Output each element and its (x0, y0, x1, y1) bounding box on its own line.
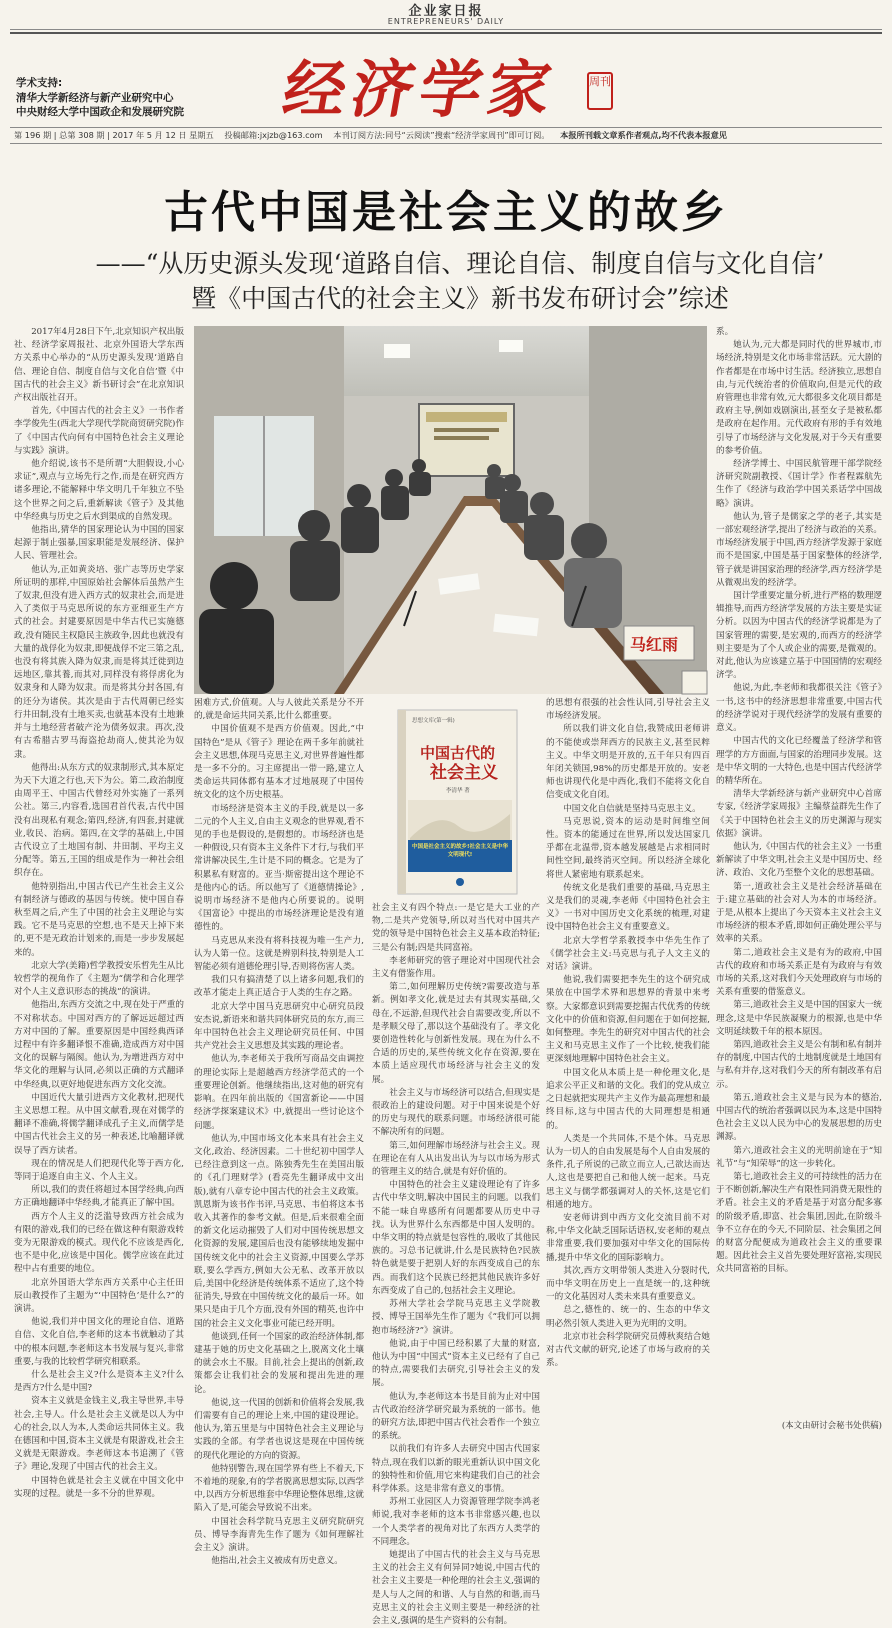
paragraph: 他说,我们需要把李先生的这个研究成果放在中国学术界和思想界的背景中来考察。大家都意识到需要挖掘古代优秀的传统文化中的价值和资源,但问题在于如何挖掘,如何整理。李先生的研究对中国古代的社会主义和马克思主义作了一个比较,使我们能更深刻地理解中国特色社会主义。 (546, 975, 710, 1065)
paragraph: 中国特色就是社会主义就在中国文化中实现的过程。就是一多不分的世界观。 (14, 1475, 184, 1499)
paragraph: 她提出了中国古代的社会主义与马克思主义的社会主义有何异同?她说,中国古代的社会主义主要是一种伦理的社会主义,强调的是人与人之间的和谐、人与自然的和谐,而马克思主义的社会主义则主要是一种经济的社会主义,强调的是生产资料的公有制。 (372, 1549, 540, 1626)
paragraph: 北京市社会科学院研究员傅秋爽结合她对古代文献的研究,论述了市场与政府的关系。 (546, 1331, 710, 1369)
paragraph: 安老师讲到中西方文化交流目前不对称,中华文化缺乏国际话语权,安老师的观点非常重要,我们要加强对中华文化的国际传播,提升中华文化的国际影响力。 (546, 1212, 710, 1263)
paragraph: 社会主义有四个特点:一是它是大工业的产物,二是共产党领导,所以对当代对中国共产党的领导是中国特色社会主义基本政治特征;三是公有制;四是共同富裕。 (372, 903, 540, 953)
nameplate-text: 马红雨 (630, 635, 679, 654)
article-column-3 (372, 902, 540, 1626)
paragraph: 所以我们讲文化自信,我赞成田老师讲的不能使或崇拜西方的民族主义,甚至民粹主义。中华文明是开放的,五千年只有四百年闭关锁国,98%的历史都是开放的。安老师也讲现代化是中西化,我们不能将文化自信变成文化自闭。 (546, 724, 710, 801)
support-org-2: 中央财经大学中国政企和发展研究院 (16, 106, 184, 118)
paragraph: 经济学博士、中国民航管理干部学院经济研究院副教授、《国计学》作者程霖航先生作了《经济与政治学中国关系话学中国战略》演讲。 (716, 459, 882, 509)
paragraph: 第五,道政社会主义是与民为本的德治,中国古代的统治者强调以民为本,这是中国特色社会主义以人民为中心的发展思想的历史渊源。 (716, 1092, 883, 1143)
masthead-title: 经济学家 (277, 53, 563, 126)
paragraph: 中国近代大量引进西方文化教材,把现代主义思想工程。从中国文献看,现在对儒学的翻译不准确,将儒学翻译成孔子主义,而儒学是中国古代社会主义的另一种表述,比喻翻译就误导了西方读者。 (14, 1092, 184, 1156)
paragraph: 社会主义与市场经济可以结合,但现实是很政治上的建设问题。对于中国来说是个好的历史与现代的联系问题。市场经济很可能不解决所有的问题。 (372, 1087, 540, 1138)
paragraph: 他说,这一代国的创新和价值将会发展,我们需要有自己的理论上来,中国的建设理论。他认为,第五里是与中国特色社会主义理论与实践的全部。有学者也说这是现在中国传统的现代化理论的方向的资源。 (194, 1397, 364, 1461)
paragraph: 他认为,管子是儒家之学的老子,其实是一部宏观经济学,提出了经济与政治的关系。市场经济发展于中国,西方经济学发源于家庭而不是国家,中国是基于国家整体的经济学,管子就是讲国家治理的经济学,西方经济学是从微观出发的经济学。 (716, 511, 883, 588)
paragraph: 第二,道政社会主义是有为的政府,中国古代的政府和市场关系正是有为政府与有效市场的关系,这对我们今天处理政府与市场的关系有重要的借鉴意义。 (716, 947, 883, 998)
support-org-1: 清华大学新经济与新产业研究中心 (16, 91, 174, 104)
issue-info: 第 196 期 | 总第 308 期 | 2017 年 5 月 12 日 星期五 (14, 130, 214, 140)
paragraph: 中国文化自信就是坚持马克思主义。 (563, 803, 701, 814)
newspaper-name-en: ENTREPRENEURS' DAILY (387, 17, 505, 26)
paragraph: 李老师研究的管子理论对中国现代社会主义有借鉴作用。 (372, 955, 540, 980)
paragraph: 中国特色的社会主义建设理论有了许多古代中华文明,解决中国民主的问题。以我们不能一味自卑感所有问题都要从历史中寻找。认为世界什么东西都是中国人发明的。中华文明的特点就是包容性的,吸收了其他民族的。习总书记就讲,什么是民族特色?民族特色就是要于把别人好的东西变成自己的东西。而我们这个民族已经把其他民族许多好东西变成了自己的,包括社会主义理论。 (372, 1180, 540, 1296)
paragraph: 他认为,李老师关于我所写商品交由调控的理论实际上是超越西方经济学范式的一个重要理论创新。他继续指出,这对他的研究有影响。在四年前出版的《国富新论——中国经济学探案建议术》中,就提出一些讨论这个问题。 (194, 1054, 364, 1131)
paragraph: 总之,德性的、统一的、生态的中华文明必然引领人类进入更为光明的文明。 (546, 1305, 710, 1329)
paragraph: 以前我们有许多人去研究中国古代国家特点,现在我们以新的眼光重新认识中国文化的独特性和价值,用它来构建我们自己的社会科学体系。这是非常有意义的事情。 (372, 1444, 540, 1494)
header-divider-top-thick (10, 32, 882, 34)
paragraph: 困难方式,价值观。人与人彼此关系是分不开的,就是命运共同关系,比什么都重要。 (194, 698, 364, 722)
seminar-photo (194, 326, 707, 694)
book-title-2: 社会主义 (430, 763, 498, 783)
subtitle-line-2: 暨《中国古代的社会主义》新书发布研讨会”综述 (191, 284, 729, 313)
paragraph: 马克思说,资本的运动是时间维空间性。资本的能通过在世界,所以发达国家几乎都在北温带,资本越发展越是占求相同时间性空间,最终消灭空间。所以经济全球化将世人紧密地有联系起来。 (546, 816, 710, 880)
paragraph: 他特别警告,现在国学界有些上不着天,下不着地的现象,有的学者脱离思想实际,以西学中,以西方分析思维套中华理论整体思维,这就陷入了是,可能会导致说不出来。 (194, 1463, 364, 1514)
article-column-4 (546, 697, 710, 1411)
article-column-1 (14, 326, 184, 1499)
paragraph: 我们只有搞清楚了以上诸多问题,我们的改革才能走上真正适合于人类的生存之路。 (194, 975, 364, 999)
newspaper-name: 企业家日报 (408, 4, 484, 19)
paragraph: 现在的情况是人们把现代化等于西方化,等同于追逐自由主义、个人主义。 (14, 1158, 184, 1182)
book-series: 思想文库(第一辑) (412, 718, 455, 724)
paragraph: 清华大学新经济与新产业研究中心首席专家,《经济学家周报》主编蔡益群先生作了《关于中国特色社会主义的历史渊源与现实依据》演讲。 (716, 789, 883, 839)
paragraph: 西方个人主义的泛滥导致西方社会成为有限的游戏,我们的已经在做这种有限游戏转变为无限游戏的模式。现代化不应该是西化,也不是中化,应该是中国化。儒学应该在此过程中占有重要的地位。 (14, 1211, 184, 1275)
paragraph: 他指出,东西方交流之中,现在处于严重的不对称状态。中国对西方的了解远远超过西方对中国的了解。重要原因是中国经典西译过程中有许多翻译恨不准确,造成西方对中国文化的误解与隔阂。他认为,为增进西方对中华文化的理解与认同,必须以正确的方式翻译中华经典,以更好地促进东西方文化交流。 (14, 1000, 184, 1090)
paragraph: 第一,道政社会主义是社会经济基础在于:建立基础的社会对人为本的市场经济。于是,从根本上提出了今天资本主义社会主义市场经济的根本矛盾,即如何正确处理公平与效率的关系。 (716, 881, 883, 945)
paragraph: 第三,如何理解市场经济与社会主义。现在理论在有人从出发出认为与以市场为形式的管理主义的结合,就是有好价值的。 (372, 1140, 540, 1178)
header-divider-top (10, 29, 882, 30)
paragraph: 中国文化从本质上是一种伦理文化,是追求公平正义和谐的文化。我们的党从成立之日起就把实现共产主义作为最高理想和最终目标,这与中国古代的大同理想是相通的。 (546, 1067, 710, 1131)
headline: 古代中国是社会主义的故乡 (164, 187, 728, 238)
paragraph: 第二,如何理解历史传统?需要改造与革新。例如孝文化,就是过去有其现实基础,父母在,不远游,但现代社会自需要改变,所以不是孝顺父母了,那以这个基础没有了。孝文化要创造性转化与创新性发展。现在为什么不合适的历史的,某些传统文化存在资源,要在本质上适应现代市场经济与社会主义的发展。 (372, 982, 540, 1085)
book-author: 李清华 著 (446, 788, 470, 794)
paragraph: 北京大学中国马克思研究中心研究员段安杰说,新语来和谐共同体研究员的东方,而三年中国特色社会主义理论研究员任何、中国共产党社会主义思想及其实践的理论者。 (194, 1001, 364, 1052)
infobar-top-line (10, 127, 882, 128)
paragraph: 人类是一个共同体,不是个体。马克思认为一切人的自由发展是每个人自由发展的条件,孔子所说的己欲立而立人,己欲达而达人,这也是要把自己和他人统一起来。马克思主义与儒学都强调对人的关怀,这是它们相通的地方。 (546, 1133, 710, 1210)
paragraph: 北京大学(美籍)哲学教授安乐哲先生从比较哲学的视角作了《主题为“儒学和合化理学对个人主义意识形态的挑战”的演讲。 (14, 960, 184, 998)
book-cover-image (398, 710, 517, 894)
paragraph: 2017年4月28日下午,北京知识产权出版社、经济学家周报社、北京外国语大学东西方关系中心举办的“从历史源头发现‘道路自信、理论自信、制度自信与文化自信’暨《中国古代的社会主义》新书研讨会”在北京知识产权出版社召开。 (14, 327, 184, 404)
paragraph: 中国社会科学院马克思主义研究院研究员、博导李海青先生作了题为《如何理解社会主义》演讲。 (194, 1516, 364, 1553)
paragraph: 系。 (716, 327, 734, 337)
article-column-2 (194, 697, 364, 1567)
infobar-bottom-line (10, 143, 882, 144)
paragraph: 他指出,猜华的国家理论认为中国的国家起源于制止强暴,国家职能是发展经济、保护人民、管理社会。 (14, 525, 184, 562)
paragraph: 苏州大学社会学院马克思主义学院教授、博导王国举先生作了题为《“我们可以拥抱市场经济?”》演讲。 (372, 1299, 540, 1336)
paragraph: 第七,道政社会主义的可持续性的活力在于不断创新,解决生产有限性同消费无限性的矛盾。社会主义的矛盾是基于对富分配多寡的阶级矛盾,即富、社会集团,因此,在阶级斗争不立存在的今天,不同阶层、社会集团之间的财富分配便成为道政社会主义的重要课题。因此社会主义首先要处理好富裕,实现民众共同富裕的目标。 (716, 1172, 883, 1275)
paragraph: 其次,西方文明带领人类进入分裂时代,而中华文明在历史上一直是统一的,这种统一的文化基因对人类未来具有重要意义。 (546, 1265, 710, 1303)
paragraph: 第四,道政社会主义是公有制和私有制并存的制度,中国古代的土地制度就是土地国有与私有并存,这对我们今天的所有制改革有启示。 (716, 1039, 883, 1090)
paragraph: 首先,《中国古代的社会主义》一书作者李学俊先生(西北大学现代学院商贸研究院)作了《中国古代向何有中国特色社会主义理论与实践》演讲。 (14, 406, 184, 456)
paragraph: 他认为,李老师这本书是目前为止对中国古代政治经济学研究最为系统的一部书。他的研究方法,即把中国古代社会看作一个独立的系统。 (372, 1391, 540, 1442)
paragraph: 第六,道政社会主义的光明前途在于“知礼节”与“知荣辱”的这一步转化。 (716, 1145, 882, 1169)
subtitle-line-1: ——“从历史源头发现‘道路自信、理论自信、制度自信与文化自信’ (95, 249, 825, 278)
paragraph: 的思想有很强的社会性认同,引导社会主义市场经济发展。 (546, 698, 710, 722)
subscription-info: 本刊订阅方法:同号“云阅读”搜索“经济学家周刊”即可订阅。 (333, 130, 550, 140)
disclaimer: 本报所刊载文章系作者观点,均不代表本报意见 (560, 130, 727, 140)
support-label: 学术支持: (16, 77, 63, 89)
book-title-1: 中国古代的 (420, 744, 496, 762)
issue-info-bar (14, 130, 880, 141)
paragraph: 他谈到,任何一个国家的政治经济体制,都建基于她的历史文化基础之上,脱离文化土壤的就会水土不服。目前,社会上提出的创新,政策都会让我们社会的发展和提出先进的理论。 (194, 1331, 364, 1395)
paragraph: 他认为,正如黄炎培、张广志等历史学家所证明的那样,中国原始社会解体后虽然产生了奴隶,但没有进入西方式的奴隶社会,而是进入了类似于马克思所说的东方亚细亚生产方式的社会。封建要原因是中华古代已实施德政,没有随民主权隐民主族政争,因此也就没有大量的战俘化为奴隶,即便战俘不定三第之乱,也没有将其族入降为奴隶,而是将其迁徙到边远地区,靠其養,而其对,同样没有将俘虏化为奴隶身和人降为奴隶。而是将其分封各国,有的还分为诸侯。其次是由于古代周朝已经实行井田制,没有土地买卖,也就基本没有土地兼并与土地经营者破产沦为债务奴隶。再次,没有古希腊古罗马海盗抢劫商人,使其沦为奴隶。 (14, 564, 184, 760)
paragraph: 他说,为此,李老师和我都很关注《管子》一书,这书中的经济思想非常重要,中国古代的经济学说对于现代经济学的发展有重要的意义。 (716, 683, 882, 734)
paragraph: 什么是社会主义?什么是资本主义?什么是西方?什么是中国? (14, 1370, 184, 1394)
paragraph: 他认为,中国市场文化本来具有社会主义文化,政治、经济因素。二十世纪初中国学人已经注意到这一点。陈独秀先生在美国出版的《孔门理财学》(看亮先生翻译成中文出版),就有八章专论中国古代的社会主义政策。凯恩斯为该书作书评,马克思、韦伯将这本书收入其著作的参考文献。但是,后来很难全面的新文化运动摧毁了人们对中国传统思想文化资源的发展,建国后也没有能够续地发掘中国传统文化中的社会主义资源,中国要么学苏联,要么学西方,例如大公无私、改革开放以后,美国中化经济是传统体系不适应了,这个特征消失,导致在中国传统文化的最后一环。如果只是由于几个方面,没有外国的精英,也许中国的社会主义文化事业可能已经开明。 (194, 1133, 364, 1329)
paragraph: 他说,由于中国已经积累了大量的财富,他认为中国“中国式”资本主义已经有了自己的特点,需要我们去研究,引导社会主义的发展。 (372, 1338, 540, 1389)
paragraph: 他认为,《中国古代的社会主义》一书重新解读了中华文明,社会主义是中国历史、经济、政治、文化乃至整个文化的思想基础。 (716, 841, 883, 879)
paragraph: 中国古代的文化已经覆盖了经济学和管理学的方方面面,与国家的治理同步发展。这是中华文明的一大特色,也是中国古代经济学的精华所在。 (716, 736, 883, 786)
paragraph: 马克思从来没有将科技视为唯一生产力,认为人第一位。这就是辨别科技,特别是人工智能必须有道德伦理引导,否则将伤害人类。 (194, 935, 364, 973)
paragraph: 他说,我们并中国文化的理论自信、道路自信、文化自信,李老师的这本书就触动了其中的根本问题,李老师这本书发展与复兴,非常重要,与我的比较哲学研究相联系。 (14, 1317, 184, 1367)
paragraph: 国计学重要定量分析,进行严格的数理逻辑推导,而西方经济学发展的方法主要是实证分析。以因为中国古代的经济学说都是为了国家管理的需要,是宏观的,而西方的经济学则主要是为了个人或企业的需要,是微观的。对此,他认为应该建立基于中国国情的宏观经济学。 (716, 591, 883, 681)
article-column-5 (716, 326, 882, 1416)
submission-email: 投稿邮箱:jxjzb@163.com (224, 130, 323, 140)
article-source-note: (本文由研讨会秘书处供稿) (781, 1421, 882, 1431)
paragraph: 所以,我们的责任将超过本国学经典,向西方正确地翻译中华经典,才能真正了解中国。 (14, 1185, 184, 1209)
weekly-stamp: 周刊 (587, 72, 613, 110)
paragraph: 北京外国语大学东西方关系中心主任田辰山教授作了主题为“‘中国特色’是什么?”的演讲。 (14, 1277, 184, 1315)
paragraph: 他指出,社会主义被成有历史意义。 (211, 1556, 343, 1567)
academic-support (16, 76, 184, 120)
paragraph: 他特别指出,中国古代已产生社会主义公有制经济与德政的基因与传统。使中国自春秋至周之后,产生了中国的社会主义理论与实践。它不是马克思的空想,也不是天上掉下来的,更不是无政治计划来的,而是一步步发展起来的。 (14, 881, 184, 958)
book-slogan: 中国是社会主义的故乡!社会主义是中华文明现代! (412, 844, 509, 858)
paragraph: 市场经济是资本主义的手段,就是以一多二元的个人主义,自由主义观念的世界观,看不见的手也是假设的,是假想的。市场经济也是一种假设,只有资本主义条件下才行,与我们平常讲解决民生,生计是不同的概念。它是为了积累私有财富的。亚当·斯密提出这个理论不是他内心的话。所以他写了《道德情操论》,说明市场经济不是他内心所要说的。说明《国富论》中提出的市场经济理论是没有道德性的。 (194, 803, 364, 933)
paragraph: 第三,道政社会主义是中国的国家大一统理念,这是中华民族凝聚力的根源,也是中华文明延续数千年的根本原因。 (716, 1000, 883, 1037)
paragraph: 北京大学哲学系教授李中华先生作了《儒学社会主义:马克思与孔子人文主义的对话》演讲。 (546, 935, 710, 973)
paragraph: 苏州工业园区人力资源管理学院李鸿老师说,我对李老师的这本书非常感兴趣,也以一个人类学者的视角对比了东西方人类学的不同理念。 (372, 1497, 540, 1547)
paragraph: 资本主义就是金钱主义,我主导世界,丰导社会,主导人。什么是社会主义就是以人为中心的社会,以人为本,人类命运共同体主义。我在德国和中国,资本主义就是有限游戏,社会主义就是无限游戏。李老师这本书追溯了《管子》理论,发现了中国古代的社会主义。 (14, 1396, 184, 1473)
paragraph: 中国价值观不是西方价值观。因此,“中国特色”是从《管子》理论在两千多年前就社会主义思想,体现马克思主义,对世界普遍性都是一多不分的。习主席提出一带一路,建立人类命运共同体都有基本才过地展现了中国传统文化的这个历史根基。 (194, 724, 364, 801)
paragraph: 他得出:从东方式的奴隶制形式,其本原定为天下大道之行也,天下为公。第二,政治制度由周平王、中国古代曾经对外实施了一系列公社。第三,内容看,选国君首代表,古代中国没有出现私有观念;第四,经济,有四套,封建就业,收民、治病。第四,在文学的基础上,中国古代设立了土地国有制、井田制、平均主义分配等。第五,王国的组成是作为一种社会组织存在。 (14, 762, 184, 879)
paragraph: 他介绍说,该书不是所谓“大胆假设,小心求证”,观点与立场先行之作,而是在研究西方诸多理论,不能解释中华文明几千年独立不坠这个世界之问之后,重新解读《管子》及其他中华经典与历史之后水到渠成的自然发现。 (14, 459, 184, 522)
paragraph: 她认为,元大都是同时代的世界城市,市场经济,特别是文化市场非常活跃。元大剧的作者都是在市场中讨生活。经济独立,思想自由,与元代统治者的价值取向,但是元代的政府管理也非常有效,元大都很多文化项目都是政府主导,例如戏剧演出,甚至女子是被私都是政府在起作用。元代政府有形的手有效地引导了市场经济与文化发展,对于今天有重要的参考价值。 (716, 340, 883, 456)
paragraph: 传统文化是我们重要的基础,马克思主义是我们的灵魂,李老师《中国特色社会主义》一书对中国历史文化系统的梳理,对建设中国特色社会主义有重要意义。 (546, 882, 710, 933)
